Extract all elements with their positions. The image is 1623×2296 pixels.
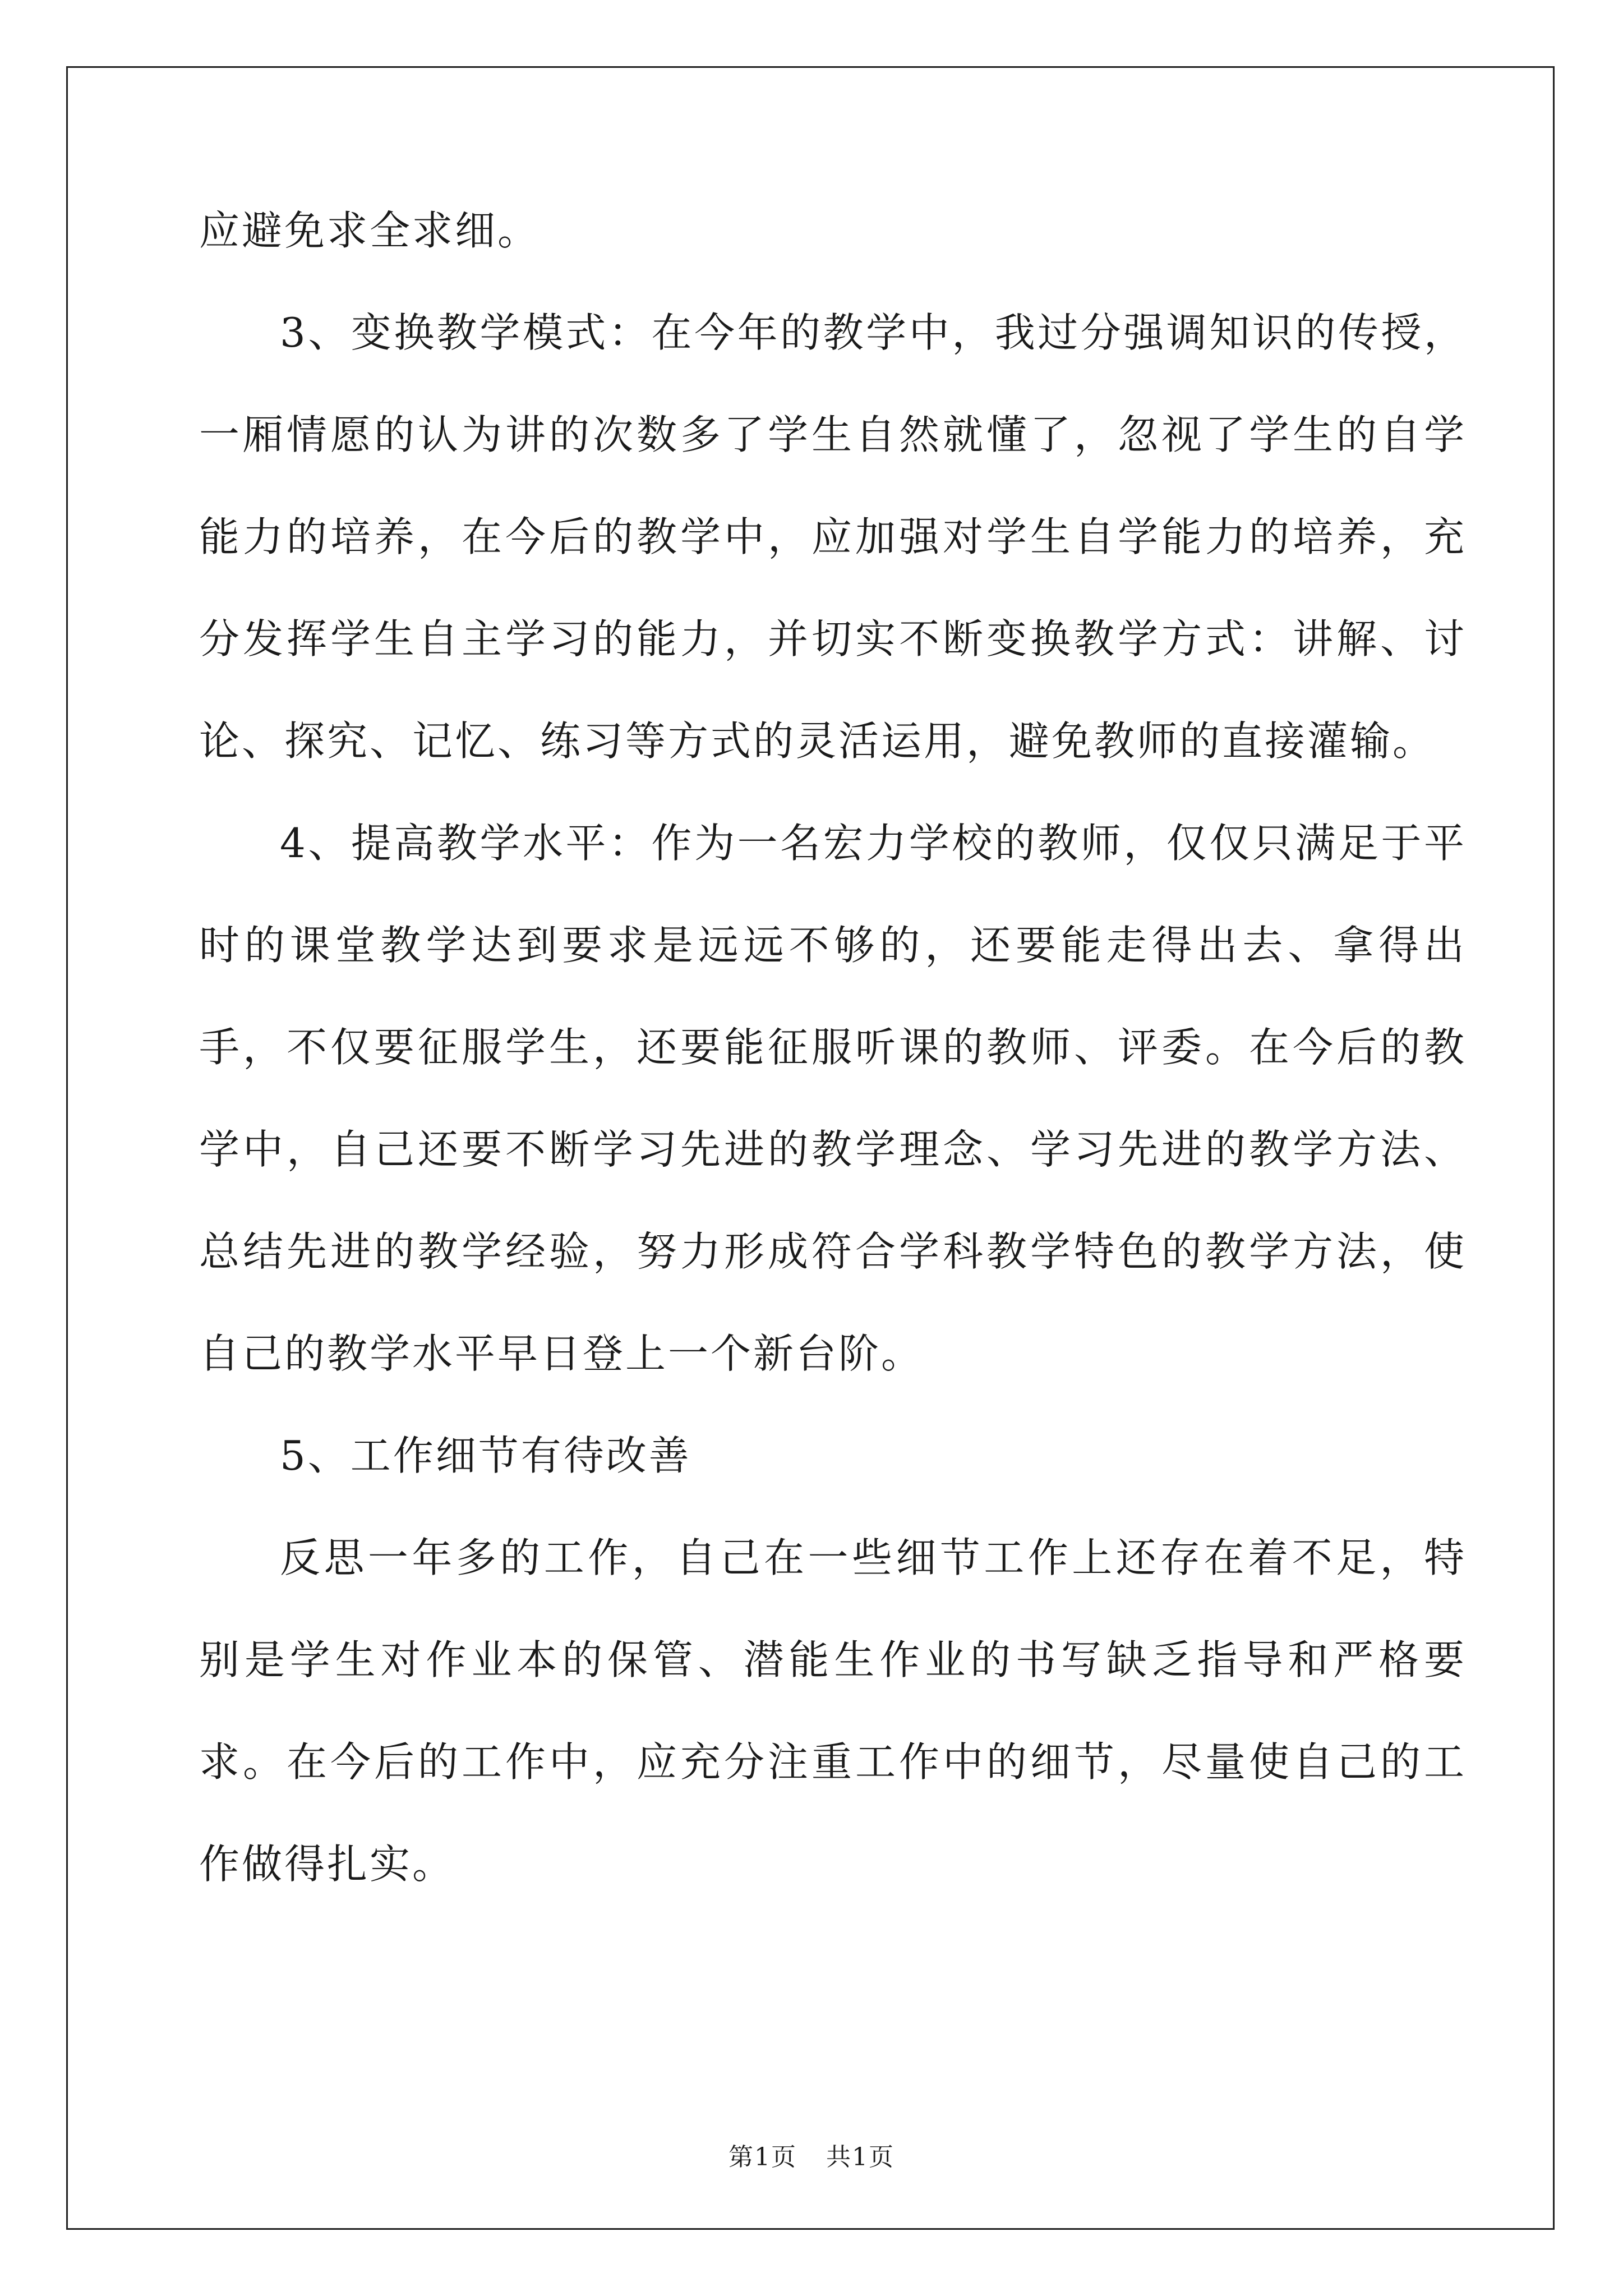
paragraph-heading-work-details: 5、工作细节有待改善	[280, 1432, 691, 1479]
page-number: 第1页	[728, 2143, 797, 2171]
paragraph-teaching-level: 4、提高教学水平：作为一名宏力学校的教师，仅仅只满足于平时的课堂教学达到要求是远远不够的，还要能走得出去、拿得出手，不仅要征服学生，还要能征服听课的教师、评委。在今后的教学中，自己还要不断学习先进的教学理念、学习先进的教学方法、总结先进的教学经验，努力形成符合学科教学特色的教学方法，使自己的教学水平早日登上一个新台阶。	[199, 820, 1467, 1377]
page-total: 共1页	[826, 2143, 895, 2171]
paragraph-teaching-mode: 3、变换教学模式：在今年的教学中，我过分强调知识的传授，一厢情愿的认为讲的次数多了学生自然就懂了，忽视了学生的自学能力的培养，在今后的教学中，应加强对学生自学能力的培养，充分发挥学生自主学习的能力，并切实不断变换教学方式：讲解、讨论、探究、记忆、练习等方式的灵活运用，避免教师的直接灌输。	[199, 309, 1467, 765]
page-footer	[0, 2142, 1623, 2173]
document-body	[199, 180, 1467, 1915]
paragraph-intro-end: 应避免求全求细。	[199, 207, 541, 254]
paragraph-reflection: 反思一年多的工作，自己在一些细节工作上还存在着不足，特别是学生对作业本的保管、潜能生作业的书写缺乏指导和严格要求。在今后的工作中，应充分注重工作中的细节，尽量使自己的工作做得扎实。	[199, 1534, 1467, 1888]
